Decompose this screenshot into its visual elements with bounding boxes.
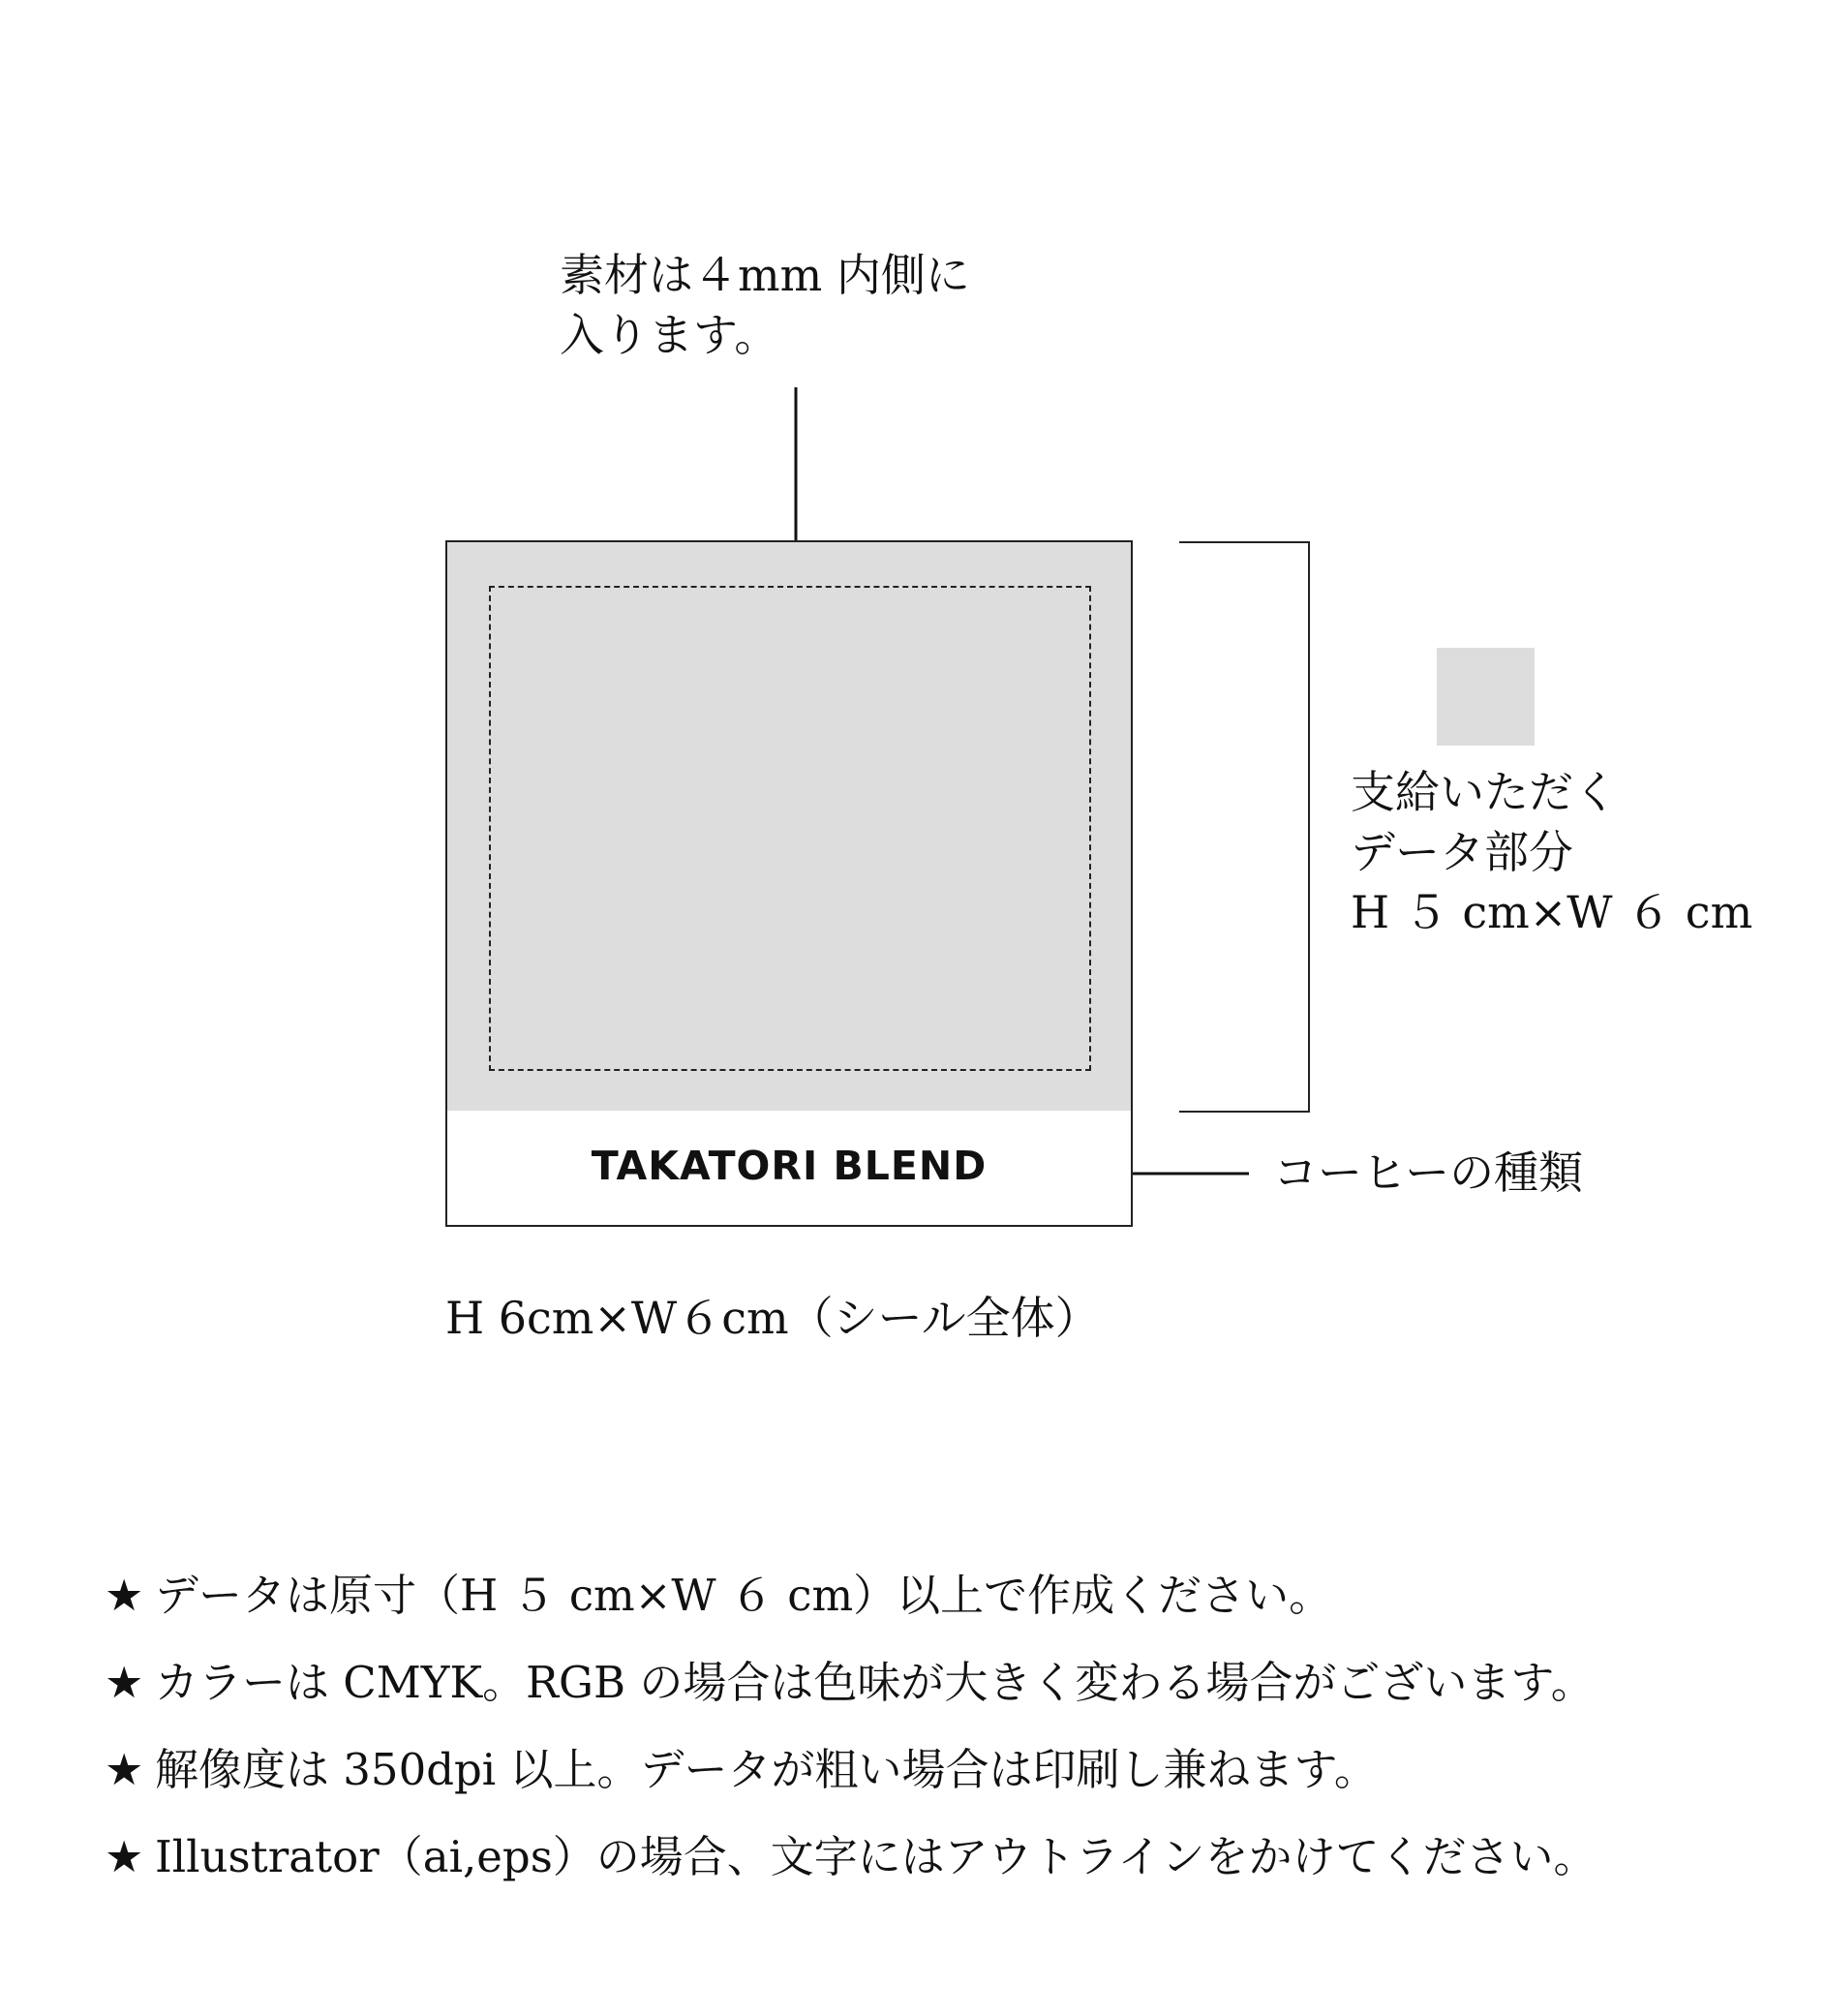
note-text: カラーは CMYK。RGB の場合は色味が大きく変わる場合がございます。 (155, 1657, 1595, 1708)
provided-data-note-line-2: データ部分 (1351, 826, 1573, 878)
material-safe-area-dashed (489, 586, 1091, 1071)
note-text: 解像度は 350dpi 以上。データが粗い場合は印刷し兼ねます。 (155, 1744, 1378, 1795)
star-icon: ★ (105, 1657, 144, 1708)
note-item (105, 1814, 1597, 1901)
material-inset-note-line-2: 入ります。 (560, 309, 779, 361)
note-text: データは原寸（H ５ cm×W ６ cm）以上で作成ください。 (155, 1570, 1333, 1621)
star-icon: ★ (105, 1831, 144, 1882)
material-inset-note-line-1: 素材は４mm 内側に (560, 249, 970, 301)
blend-name-text (447, 1143, 1131, 1189)
note-item (105, 1726, 1597, 1814)
note-text: Illustrator（ai,eps）の場合、文字にはアウトラインをかけてください。 (155, 1831, 1597, 1882)
blend-name-value: TAKATORI BLEND (591, 1143, 988, 1189)
provided-data-note (1351, 762, 1752, 942)
star-icon: ★ (105, 1744, 144, 1795)
note-item (105, 1552, 1597, 1639)
overall-size-label: H 6cm×W６cm（シール全体） (445, 1292, 1100, 1344)
sticker-outline (445, 540, 1133, 1227)
star-icon: ★ (105, 1570, 144, 1621)
data-area-bracket (1179, 542, 1309, 1112)
coffee-type-label: コーヒーの種類 (1273, 1146, 1584, 1199)
note-item (105, 1639, 1597, 1726)
provided-data-note-line-1: 支給いただく (1351, 766, 1618, 818)
provided-data-note-line-3: H ５ cm×W ６ cm (1351, 886, 1753, 938)
notes-list (105, 1552, 1597, 1901)
provided-data-swatch (1437, 648, 1535, 746)
